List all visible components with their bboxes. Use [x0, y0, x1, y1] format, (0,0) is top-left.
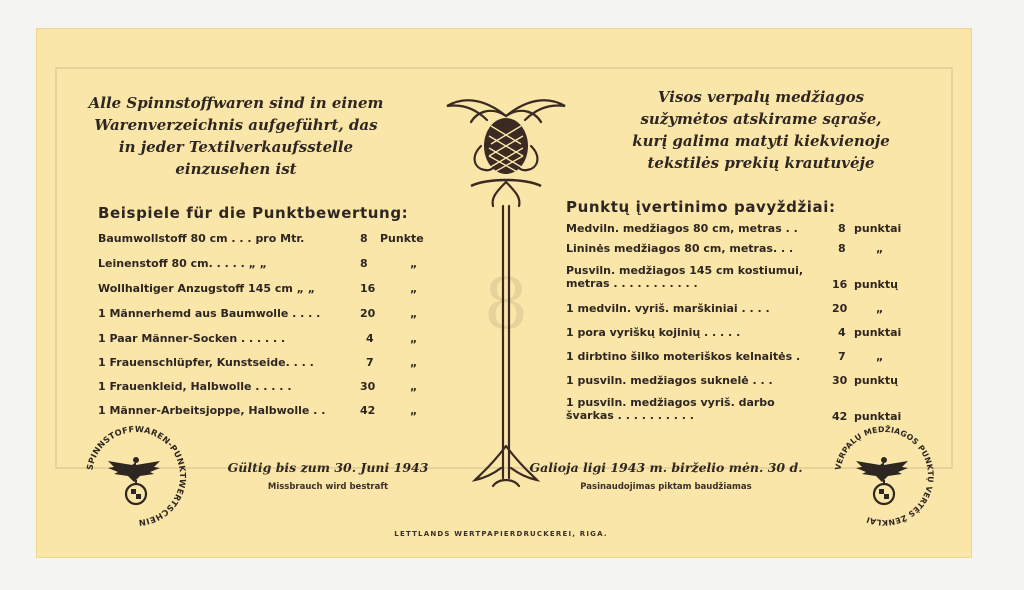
- svg-text:8: 8: [483, 263, 529, 345]
- row-item: Pusviln. medžiagos 145 cm kostiumui,: [566, 264, 804, 277]
- row-item: Lininės medžiagos 80 cm, metras. . .: [566, 242, 794, 255]
- left-seal-text: SPINNSTOFFWAREN-PUNKTWERTSCHEIN: [84, 423, 189, 529]
- row-unit: „: [410, 307, 418, 320]
- row-value: 8: [838, 222, 846, 235]
- right-seal-text: VERPALŲ MEDŽIAGOS PUNKTŲ VERTĖS ŽENKLAI: [833, 424, 936, 528]
- row-value: 30: [360, 380, 376, 393]
- row-item: 1 dirbtino šilko moteriškos kelnaitės .: [566, 350, 801, 363]
- row-item: Medviln. medžiagos 80 cm, metras . .: [566, 222, 798, 235]
- row-value: 8: [838, 242, 846, 255]
- left-intro-line: einzusehen ist: [175, 160, 297, 178]
- table-row: [98, 380, 438, 393]
- table-row: [566, 350, 916, 363]
- row-value: 8: [360, 257, 368, 270]
- table-row: [98, 282, 438, 295]
- right-intro-line: sužymėtos atskirame sąraše,: [640, 110, 882, 128]
- row-item: Baumwollstoff 80 cm . . . pro Mtr.: [98, 232, 305, 245]
- row-unit: „: [876, 242, 884, 255]
- row-unit: „: [410, 332, 418, 345]
- table-row: [566, 374, 916, 387]
- row-value: 42: [832, 410, 848, 423]
- row-item: 1 Frauenschlüpfer, Kunstseide. . . .: [98, 356, 314, 369]
- table-row: [98, 232, 438, 245]
- right-validity: Galioja ligi 1943 m. birželio mėn. 30 d.: [529, 460, 803, 475]
- right-intro-line: tekstilės prekių krautuvėje: [647, 154, 875, 172]
- row-item: 1 pora vyriškų kojinių . . . . .: [566, 326, 741, 339]
- table-row: [566, 326, 916, 339]
- row-value: 7: [838, 350, 846, 363]
- right-misuse-note: Pasinaudojimas piktam baudžiamas: [580, 482, 752, 492]
- row-value: 4: [366, 332, 374, 345]
- printer-imprint: LETTLANDS WERTPAPIERDRUCKEREI, RIGA.: [394, 530, 608, 538]
- left-heading: Beispiele für die Punktbewertung:: [98, 204, 409, 222]
- ration-coupon-card: [36, 28, 972, 558]
- row-item-continued: švarkas . . . . . . . . . .: [566, 409, 694, 422]
- row-unit: punktai: [854, 326, 902, 339]
- right-intro-line: kurį galima matyti kiekvienoje: [632, 132, 890, 150]
- row-value: 16: [832, 278, 848, 291]
- row-item: 1 pusviln. medžiagos vyriš. darbo: [566, 396, 775, 409]
- left-seal-emblem: [80, 420, 192, 532]
- row-unit: punktų: [854, 278, 898, 291]
- left-intro-line: Alle Spinnstoffwaren sind in einem: [88, 94, 384, 112]
- row-value: 16: [360, 282, 376, 295]
- table-row: [98, 332, 438, 345]
- row-value: 8: [360, 232, 368, 245]
- left-misuse-note: Missbrauch wird bestraft: [267, 482, 389, 492]
- left-table: [98, 232, 438, 428]
- row-unit: „: [410, 356, 418, 369]
- row-value: 30: [832, 374, 848, 387]
- right-table: [566, 222, 916, 422]
- row-item: 1 Paar Männer-Socken . . . . . .: [98, 332, 286, 345]
- table-row: [566, 302, 916, 315]
- row-item: 1 Männer-Arbeitsjoppe, Halbwolle . .: [98, 404, 326, 417]
- row-value: 7: [366, 356, 374, 369]
- table-row: [98, 257, 438, 270]
- row-value: 4: [838, 326, 846, 339]
- ornament-icon: [441, 86, 571, 498]
- table-row: [566, 264, 916, 296]
- table-row: [98, 404, 438, 417]
- row-item: 1 medviln. vyriš. marškiniai . . . .: [566, 302, 770, 315]
- left-intro: [76, 92, 396, 180]
- row-value: 42: [360, 404, 376, 417]
- row-unit: punktai: [854, 222, 902, 235]
- row-unit: Punkte: [380, 232, 424, 245]
- table-row: [98, 307, 438, 320]
- left-validity: Gültig bis zum 30. Juni 1943: [227, 460, 429, 475]
- row-item: 1 Frauenkleid, Halbwolle . . . . .: [98, 380, 292, 393]
- left-intro-line: in jeder Textilverkaufsstelle: [118, 138, 354, 156]
- right-intro: [596, 86, 926, 174]
- right-seal-emblem: [828, 420, 940, 532]
- row-unit: „: [876, 302, 884, 315]
- row-unit: punktų: [854, 374, 898, 387]
- eagle-icon: [856, 457, 908, 504]
- row-unit: punktai: [854, 410, 902, 423]
- row-item: 1 Männerhemd aus Baumwolle . . . .: [98, 307, 321, 320]
- table-row: [98, 356, 438, 369]
- row-item-continued: metras . . . . . . . . . . .: [566, 277, 698, 290]
- row-item: Leinenstoff 80 cm. . . . . „ „: [98, 257, 267, 270]
- row-unit: „: [410, 282, 418, 295]
- left-intro-line: Warenverzeichnis aufgeführt, das: [94, 116, 378, 134]
- eagle-icon: [108, 457, 160, 504]
- row-unit: „: [876, 350, 884, 363]
- table-row: [566, 242, 916, 255]
- right-intro-line: Visos verpalų medžiagos: [657, 88, 865, 106]
- row-item: Wollhaltiger Anzugstoff 145 cm „ „: [98, 282, 315, 295]
- row-value: 20: [360, 307, 376, 320]
- row-unit: „: [410, 404, 418, 417]
- row-unit: „: [410, 257, 418, 270]
- table-row: [566, 222, 916, 235]
- row-item: 1 pusviln. medžiagos suknelė . . .: [566, 374, 773, 387]
- row-unit: „: [410, 380, 418, 393]
- right-heading: Punktų įvertinimo pavyždžiai:: [566, 198, 836, 216]
- row-value: 20: [832, 302, 848, 315]
